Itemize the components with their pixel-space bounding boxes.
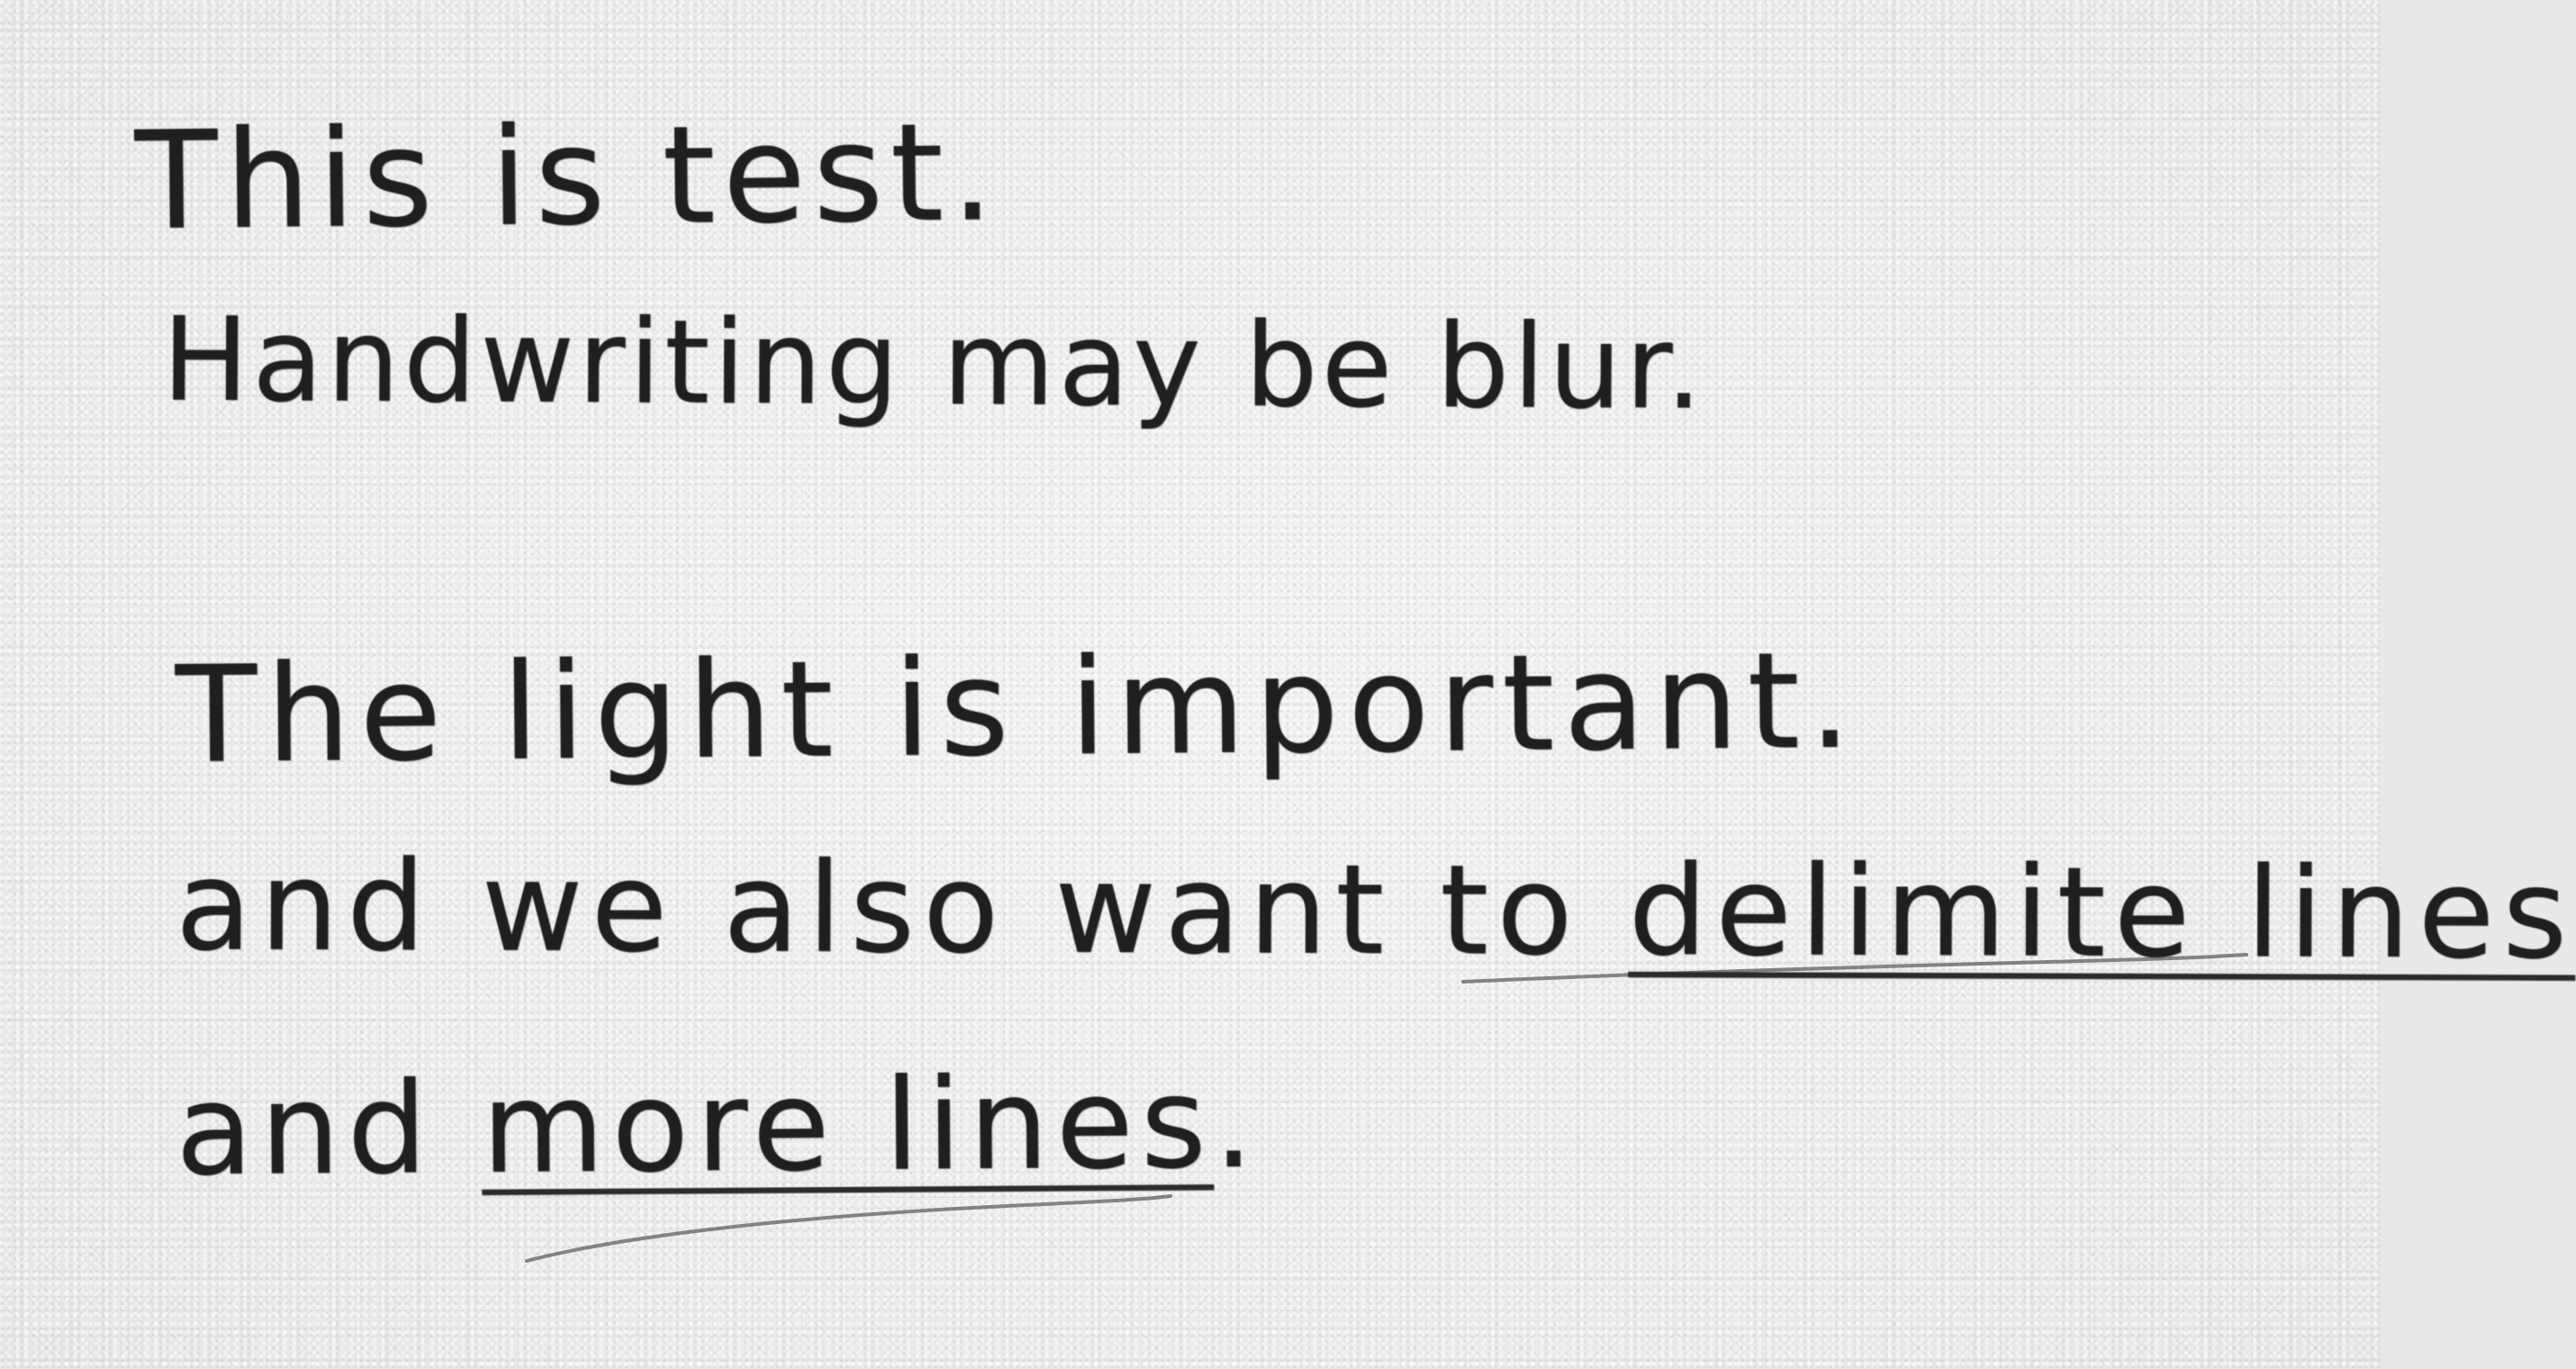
line-5-plain-text: and <box>175 1056 435 1205</box>
line-5-underlined-text: more lines <box>481 1050 1215 1202</box>
handwritten-line-5 <box>175 1050 1261 1204</box>
handwritten-line-2: Handwriting may be blur. <box>161 293 1706 436</box>
underline-stroke-line-5 <box>527 1196 1170 1261</box>
handwritten-line-3: The light is important. <box>175 622 1861 793</box>
line-4-underlined-text: delimite lines <box>1628 838 2576 987</box>
handwritten-line-4 <box>176 833 2576 986</box>
line-5-suffix: . <box>1213 1049 1261 1198</box>
line-4-plain-text: and we also want to <box>175 833 1581 984</box>
handwritten-line-1: This is test. <box>134 94 1002 261</box>
